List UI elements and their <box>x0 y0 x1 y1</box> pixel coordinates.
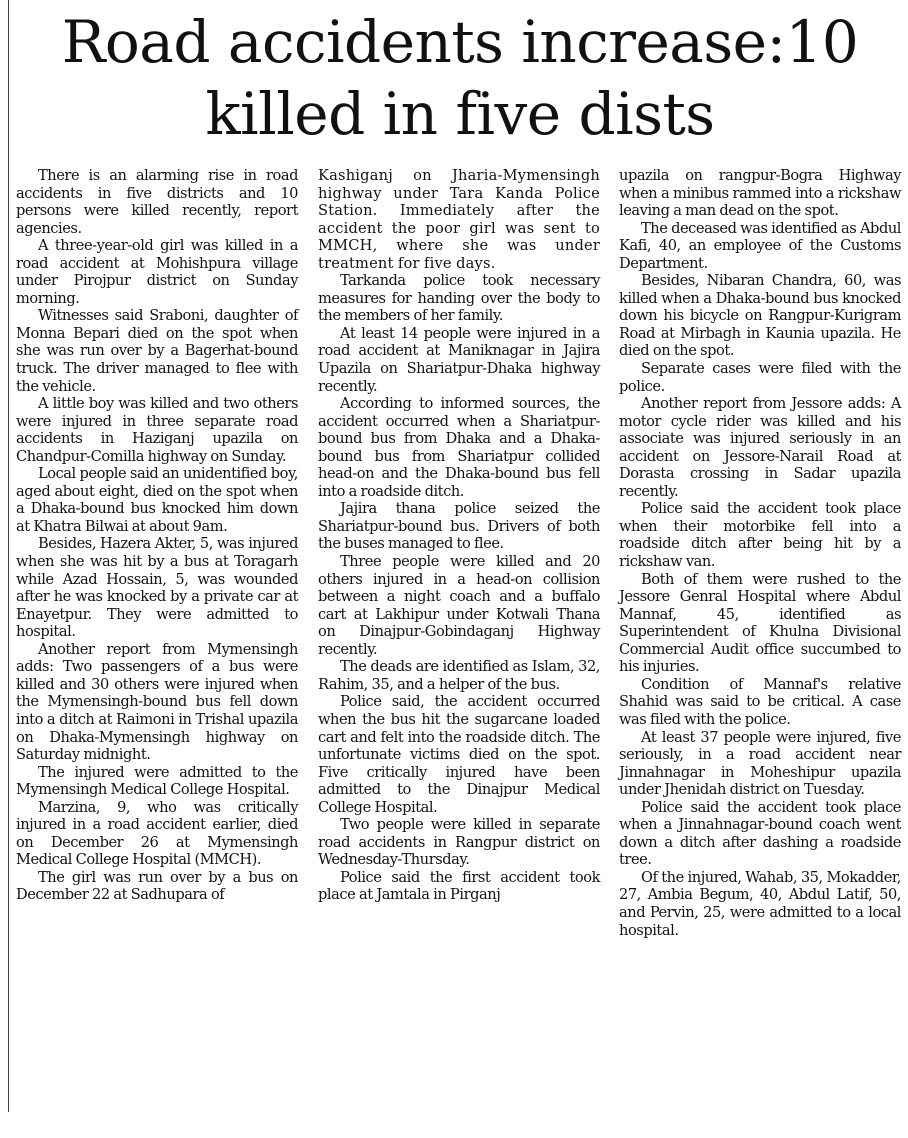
paragraph: Both of them were rushed to the Jessore Genral Hospital where Abdul Mannaf, 45, identified as Superintendent of Khulna Divisional Commercial Audit office succumbed to his injuries. <box>619 570 901 676</box>
paragraph: Witnesses said Sraboni, daughter of Monna Bepari died on the spot when she was run over by a Bagerhat-bound truck. The driver managed to flee with the vehicle. <box>16 307 298 395</box>
paragraph: Of the injured, Wahab, 35, Mokadder, 27, Ambia Begum, 40, Abdul Latif, 50, and Pervin, 25, were admitted to a local hospital. <box>619 868 901 939</box>
paragraph: Two people were killed in separate road accidents in Rangpur district on Wednesday-Thursday. <box>318 816 600 869</box>
paragraph: A little boy was killed and two others were injured in three separate road accidents in Haziganj upazila on Chandpur-Comilla highway on Sunday. <box>16 395 298 465</box>
paragraph: Local people said an unidentified boy, aged about eight, died on the spot when a Dhaka-bound bus knocked him down at Khatra Bilwai at about 9am. <box>16 465 298 535</box>
paragraph: Police said the first accident took place at Jamtala in Pirganj <box>318 868 600 904</box>
paragraph: At least 37 people were injured, five seriously, in a road accident near Jinnahnagar in Moheshipur upazila under Jhenidah district on Tuesday. <box>619 728 901 799</box>
paragraph: The deads are identified as Islam, 32, Rahim, 35, and a helper of the bus. <box>318 658 600 693</box>
paragraph: At least 14 people were injured in a road accident at Maniknagar in Jajira Upazila on Shariatpur-Dhaka highway recently. <box>318 324 600 395</box>
paragraph: Another report from Jessore adds: A motor cycle rider was killed and his associate was injured seriously in an accident on Jessore-Narail Road at Dorasta crossing in Sadar upazila recently. <box>619 395 901 500</box>
article-column-1 <box>16 167 298 1138</box>
paragraph: A three-year-old girl was killed in a road accident at Mohishpura village under Pirojpur district on Sunday morning. <box>16 237 298 307</box>
paragraph: Besides, Nibaran Chandra, 60, was killed when a Dhaka-bound bus knocked down his bicycle on Rangpur-Kurigram Road at Mirbagh in Kaunia upazila. He died on the spot. <box>619 272 901 360</box>
article-column-3 <box>619 167 901 1138</box>
paragraph: Three people were killed and 20 others injured in a head-on collision between a night coach and a buffalo cart at Lakhipur under Kotwali Thana on Dinajpur-Gobindaganj Highway recently. <box>318 553 600 658</box>
paragraph: Police said, the accident occurred when the bus hit the sugarcane loaded cart and felt into the roadside ditch. The unfortunate victims died on the spot. Five critically injured have been admitted to the Dinajpur Medical College Hospital. <box>318 693 600 816</box>
paragraph: Another report from Mymensingh adds: Two passengers of a bus were killed and 30 others were injured when the Mymensingh-bound bus fell down into a ditch at Raimoni in Trishal upazila on Dhaka-Mymensingh highway on Saturday midnight. <box>16 640 298 764</box>
article-column-2 <box>318 167 600 1138</box>
paragraph: The girl was run over by a bus on December 22 at Sadhupara of <box>16 868 298 904</box>
paragraph: Police said the accident took place when their motorbike fell into a roadside ditch after being hit by a rickshaw van. <box>619 500 901 571</box>
paragraph: Separate cases were filed with the police. <box>619 360 901 395</box>
paragraph: The injured were admitted to the Mymensingh Medical College Hospital. <box>16 763 298 799</box>
paragraph-continued: upazila on rangpur-Bogra Highway when a minibus rammed into a rickshaw leaving a man dead on the spot. <box>619 167 901 220</box>
headline: Road accidents increase:10 killed in five dists <box>61 8 859 148</box>
paragraph: Condition of Mannaf's relative Shahid was said to be critical. A case was filed with the police. <box>619 675 901 728</box>
paragraph-continued: Kashiganj on Jharia-Mymensingh highway under Tara Kanda Police Station. Immediately after the accident the poor girl was sent to MMCH, where she was under treatment for five days. <box>318 167 600 272</box>
paragraph: There is an alarming rise in road accidents in five districts and 10 persons were killed recently, report agencies. <box>16 167 298 237</box>
paragraph: Tarkanda police took necessary measures for handing over the body to the members of her family. <box>318 272 600 325</box>
paragraph: Jajira thana police seized the Shariatpur-bound bus. Drivers of both the buses managed to flee. <box>318 500 600 553</box>
column-rule-left <box>8 0 9 1112</box>
paragraph: According to informed sources, the accident occurred when a Shariatpur-bound bus from Dhaka and a Dhaka-bound bus from Shariatpur collided head-on and the Dhaka-bound bus fell into a roadside ditch. <box>318 395 600 500</box>
paragraph: Besides, Hazera Akter, 5, was injured when she was hit by a bus at Toragarh while Azad Hossain, 5, was wounded after he was knocked by a private car at Enayetpur. They were admitted to hospital. <box>16 535 298 641</box>
paragraph: The deceased was identified as Abdul Kafi, 40, an employee of the Customs Department. <box>619 219 902 272</box>
paragraph: Police said the accident took place when a Jinnahnagar-bound coach went down a ditch after dashing a roadside tree. <box>619 798 901 869</box>
paragraph: Marzina, 9, who was critically injured in a road accident earlier, died on December 26 at Mymensingh Medical College Hospital (MMCH). <box>16 798 298 869</box>
